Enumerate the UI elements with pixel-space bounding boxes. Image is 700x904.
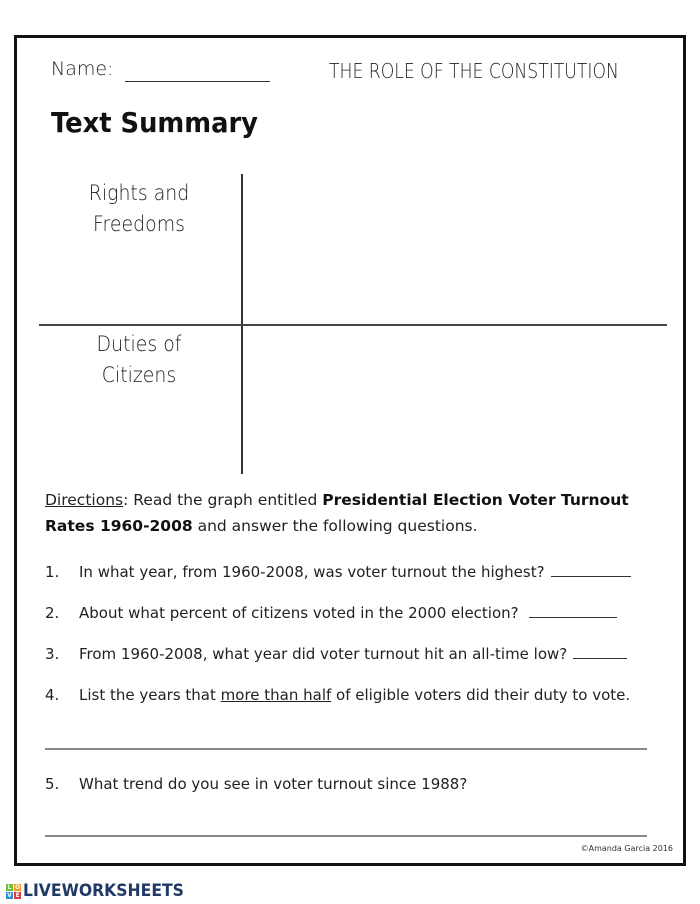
question-number: 4. xyxy=(45,686,60,704)
question-4 xyxy=(45,686,630,704)
name-input-line[interactable] xyxy=(125,81,270,82)
row-label-line: Freedoms xyxy=(93,212,185,236)
question-3 xyxy=(45,644,627,663)
question-number: 1. xyxy=(45,563,60,581)
row-label-line: Duties of xyxy=(96,332,182,356)
answer-blank[interactable] xyxy=(529,603,617,618)
question-text: In what year, from 1960-2008, was voter turnout the highest? xyxy=(79,563,545,581)
question-text: About what percent of citizens voted in the 2000 election? xyxy=(79,604,519,622)
question-number: 3. xyxy=(45,645,60,663)
love-grid-icon xyxy=(6,884,21,899)
question-text: List the years that xyxy=(79,686,221,704)
question-5 xyxy=(45,775,467,793)
directions-text-end: and answer the following questions. xyxy=(192,517,478,535)
copyright-notice: ©Amanda Garcia 2016 xyxy=(580,844,673,853)
logo-text: LIVEWORKSHEETS xyxy=(23,881,184,901)
row-label-line: Rights and xyxy=(88,181,190,205)
question-1 xyxy=(45,562,631,581)
name-label: Name: xyxy=(51,58,114,80)
worksheet-page xyxy=(14,35,686,866)
question-number: 2. xyxy=(45,604,60,622)
question-number: 5. xyxy=(45,775,60,793)
graph-title: Presidential Election Voter Turnout Rates 1960-2008 xyxy=(45,491,629,535)
question-text-end: of eligible voters did their duty to vote. xyxy=(331,686,631,704)
directions-text: : Read the graph entitled xyxy=(123,491,323,509)
answer-line-question-5[interactable] xyxy=(45,835,647,837)
answer-blank[interactable] xyxy=(573,644,627,659)
logo-letter: E xyxy=(15,891,20,899)
document-title: THE ROLE OF THE CONSTITUTION xyxy=(329,59,619,83)
row-label-duties-citizens xyxy=(49,329,229,391)
logo-letter: V xyxy=(7,891,12,899)
answer-blank[interactable] xyxy=(551,562,631,577)
logo-letter: L xyxy=(7,883,12,891)
section-title: Text Summary xyxy=(51,106,258,139)
table-horizontal-divider xyxy=(39,324,667,326)
question-text: From 1960-2008, what year did voter turnout hit an all-time low? xyxy=(79,645,568,663)
answer-line-question-4[interactable] xyxy=(45,748,647,750)
directions-label: Directions xyxy=(45,491,124,509)
question-2 xyxy=(45,603,617,622)
row-label-line: Citizens xyxy=(101,363,177,387)
directions-paragraph xyxy=(45,487,660,539)
liveworksheets-logo xyxy=(6,881,198,901)
question-text: What trend do you see in voter turnout since 1988? xyxy=(79,775,468,793)
row-label-rights-freedoms xyxy=(49,178,229,240)
logo-letter: O xyxy=(14,883,21,891)
question-text-emphasis: more than half xyxy=(220,686,332,704)
